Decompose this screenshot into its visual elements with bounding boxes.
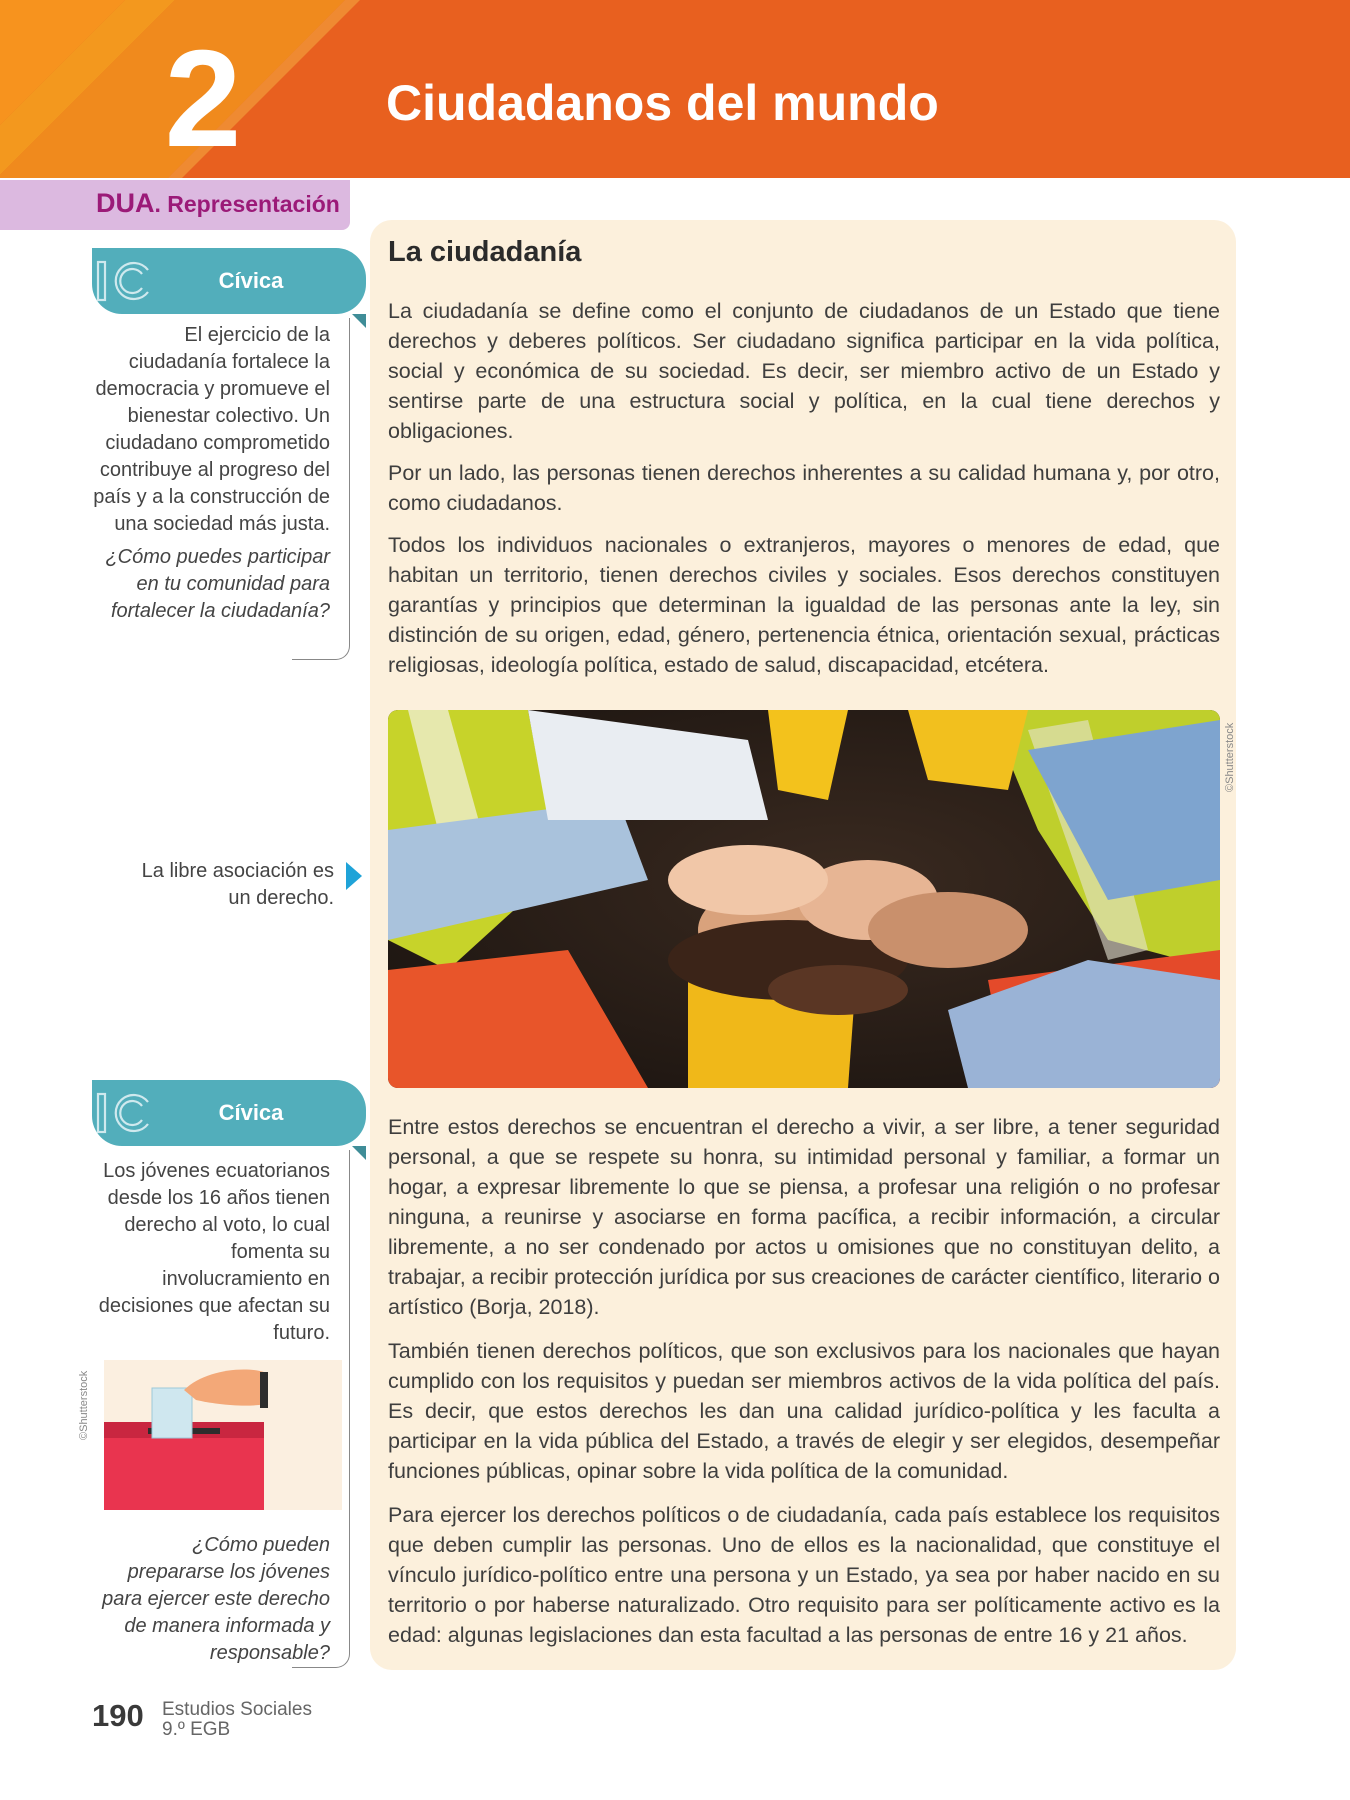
ballot-box-illustration [104,1360,342,1510]
caption-arrow-icon [346,862,362,890]
dua-label [96,190,340,217]
civica-text: El ejercicio de la ciudadanía fortalece la democracia y promueve el bienestar colectivo. Un ciudadano comprometido contribuye al progreso del país y a la construcción de una sociedad más justa. [93,324,330,535]
page-number: 190 [92,1698,144,1733]
civica-label: Cívica [218,1100,284,1125]
civica-label: Cívica [218,268,284,293]
footer-subject [162,1700,312,1740]
paragraph-2: Por un lado, las personas tienen derechos inherentes a su calidad humana y, por otro, como ciudadanos. [388,461,1220,515]
civica-text: Los jóvenes ecuatorianos desde los 16 años tienen derecho al voto, lo cual fomenta su involucramiento en decisiones que afectan su futuro. [98,1160,330,1344]
civica-box-1 [92,248,366,622]
chapter-title: Ciudadanos del mundo [386,75,939,131]
chapter-header [0,0,1350,178]
side-bracket-1 [292,318,350,660]
civica-box-2 [92,1080,366,1664]
section-title: La ciudadanía [388,236,582,268]
dua-category: . Representación [154,191,340,217]
paragraph-6: Para ejercer los derechos políticos o de ciudadanía, cada país establece los requisitos que deben cumplir las personas. Uno de ellos es la nacionalidad, que constituye el vínculo jurídico-político entre una persona y un Estado, ya sea por haber nacido en su territorio o por haberse naturalizado. Otro requisito para ser políticamente activo es la edad: algunas legislaciones dan esta facultad a las personas de entre 16 y 21 años. [388,1503,1220,1647]
grade-level: 9.º EGB [162,1719,231,1740]
photo-caption: La libre asociación es un derecho. [141,860,334,909]
chapter-number: 2 [164,22,242,176]
subject-name: Estudios Sociales [162,1699,312,1720]
paragraph-3: Todos los individuos nacionales o extranjeros, mayores o menores de edad, que habitan un territorio, tienen derechos civiles y sociales. Esos derechos constituyen garantías y principios que determinan la igualdad de las personas ante la ley, sin distinción de su origen, edad, género, pertenencia étnica, orientación sexual, prácticas religiosas, ideología política, estado de salud, discapacidad, etcétera. [388,533,1220,677]
hands-together-photo [388,710,1220,1088]
civica-header [92,1080,366,1146]
paragraph-1: La ciudadanía se define como el conjunto de ciudadanos de un Estado que tiene derechos y deberes políticos. Ser ciudadano significa participar en la vida política, social y económica de su sociedad. Es decir, ser miembro activo de un Estado y sentirse parte de una estructura social y política, en la cual tiene derechos y obligaciones. [388,299,1220,443]
dua-prefix: DUA [96,188,155,218]
photo-credit: ©Shutterstock [1224,722,1236,792]
civica-question: ¿Cómo puedes participar en tu comunidad para fortalecer la ciudadanía? [105,546,330,622]
illustration-credit: ©Shutterstock [78,1370,90,1440]
civica-question: ¿Cómo pueden prepararse los jóvenes para ejercer este derecho de manera informada y responsable? [102,1534,330,1664]
paragraph-4: Entre estos derechos se encuentran el derecho a vivir, a ser libre, a tener seguridad personal, a que se respete su honra, su intimidad personal y familiar, a formar un hogar, a expresar libremente lo que se piensa, a profesar una religión o no profesar ninguna, a reunirse y asociarse en forma pacífica, a recibir información, a circular libremente, a no ser condenado por actos u omisiones que no constituyan delito, a trabajar, a recibir protección jurídica por sus creaciones de carácter científico, literario o artístico (Borja, 2018). [388,1115,1220,1319]
paragraph-5: También tienen derechos políticos, que son exclusivos para los nacionales que hayan cumplido con los requisitos y puedan ser miembros activos de la vida política del país. Es decir, que estos derechos les dan una calidad jurídico-política y les faculta a participar en la vida pública del Estado, a través de elegir y ser elegidos, desempeñar funciones públicas, opinar sobre la vida política de la comunidad. [388,1339,1220,1483]
